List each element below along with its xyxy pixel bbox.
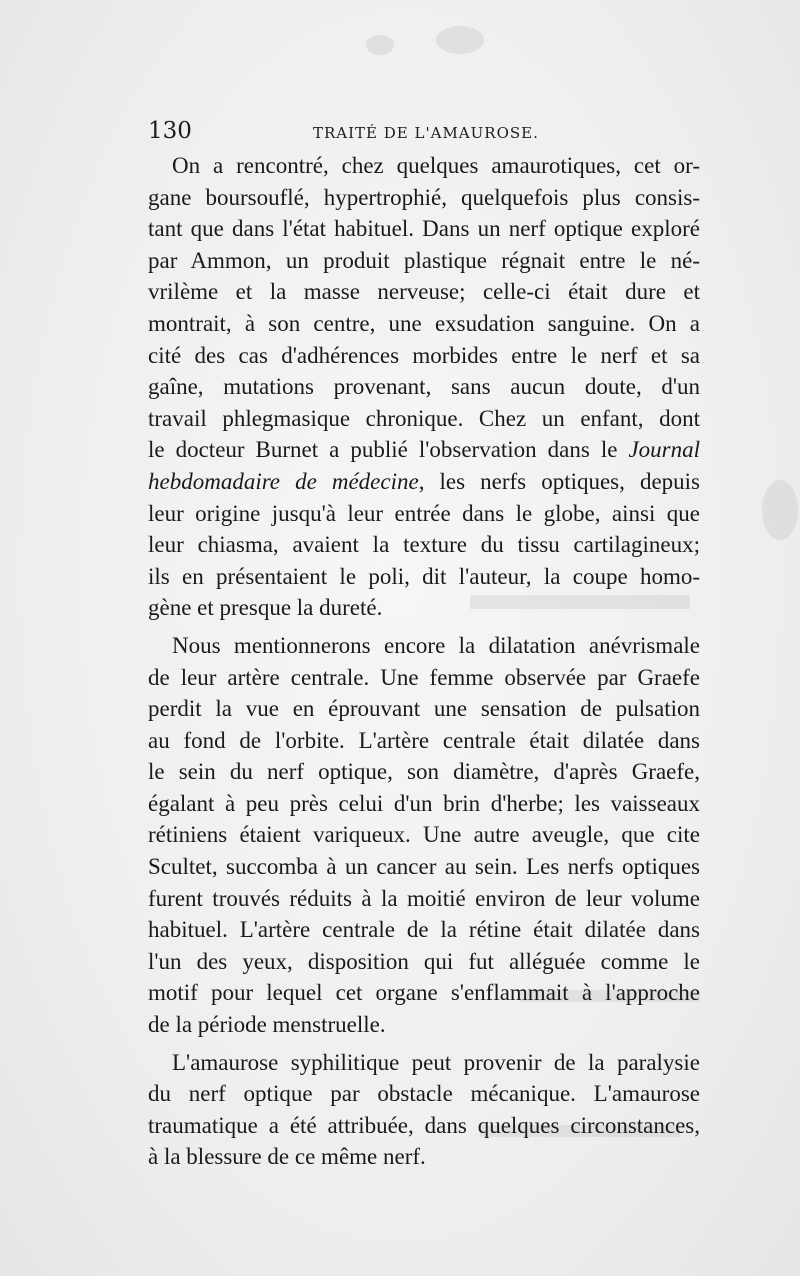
- running-title: TRAITÉ DE L'AMAUROSE.: [313, 124, 539, 142]
- text-line: égalant à peu près celui d'un brin d'herbe; les vaisseaux: [148, 790, 700, 816]
- text-line: gane boursouflé, hypertrophié, quelquefois plus consis-: [148, 184, 700, 210]
- text-line: perdit la vue en éprouvant une sensation de pulsation: [148, 696, 700, 722]
- text-line: à la blessure de ce même nerf.: [148, 1144, 426, 1170]
- text-line: cité des cas d'adhérences morbides entre le nerf et sa: [148, 342, 700, 368]
- text-line: l'un des yeux, disposition qui fut alléguée comme le: [148, 948, 700, 974]
- text-line-mixed: [148, 434, 700, 466]
- page-number: 130: [148, 118, 192, 144]
- text-line: gène et presque la dureté.: [148, 595, 383, 621]
- text-line: leur chiasma, avaient la texture du tissu cartilagineux;: [148, 532, 700, 558]
- text-line: vrilème et la masse nerveuse; celle-ci était dure et: [148, 279, 700, 305]
- text-line: par Ammon, un produit plastique régnait entre le né-: [148, 247, 700, 273]
- text-line: leur origine jusqu'à leur entrée dans le globe, ainsi que: [148, 500, 700, 526]
- body-text: [148, 150, 700, 1173]
- text-segment: , les nerfs optiques, depuis: [418, 468, 700, 494]
- text-line: rétiniens étaient variqueux. Une autre aveugle, que cite: [148, 822, 700, 848]
- text-line: habituel. L'artère centrale de la rétine était dilatée dans: [148, 917, 700, 943]
- text-line-mixed: [148, 466, 700, 498]
- text-line: motif pour lequel cet organe s'enflammait à l'approche: [148, 980, 700, 1006]
- journal-title-part: Journal: [628, 437, 700, 463]
- text-line: de la période menstruelle.: [148, 1012, 386, 1038]
- text-line: montrait, à son centre, une exsudation sanguine. On a: [148, 310, 700, 336]
- text-line: de leur artère centrale. Une femme observée par Graefe: [148, 664, 700, 690]
- text-line: L'amaurose syphilitique peut provenir de la paralysie: [172, 1049, 700, 1075]
- text-line: le sein du nerf optique, son diamètre, d'après Graefe,: [148, 759, 700, 785]
- text-line: ils en présentaient le poli, dit l'auteur, la coupe homo-: [148, 563, 700, 589]
- text-line: furent trouvés réduits à la moitié environ de leur volume: [148, 885, 700, 911]
- page-header: [148, 118, 700, 148]
- text-line: du nerf optique par obstacle mécanique. L'amaurose: [148, 1081, 700, 1107]
- text-line: On a rencontré, chez quelques amaurotiques, cet or-: [172, 153, 700, 178]
- text-line: travail phlegmasique chronique. Chez un enfant, dont: [148, 405, 700, 431]
- text-segment: le docteur Burnet a publié l'observation dans le: [148, 437, 618, 463]
- text-line: Nous mentionnerons encore la dilatation anévrismale: [172, 632, 700, 658]
- text-line: tant que dans l'état habituel. Dans un nerf optique exploré: [148, 216, 700, 242]
- journal-title-part: hebdomadaire de médecine: [148, 468, 419, 494]
- text-line: gaîne, mutations provenant, sans aucun doute, d'un: [148, 374, 700, 400]
- text-line: Scultet, succomba à un cancer au sein. Les nerfs optiques: [148, 854, 700, 880]
- text-line: traumatique a été attribuée, dans quelques circonstances,: [148, 1112, 700, 1138]
- text-line: au fond de l'orbite. L'artère centrale était dilatée dans: [148, 727, 700, 753]
